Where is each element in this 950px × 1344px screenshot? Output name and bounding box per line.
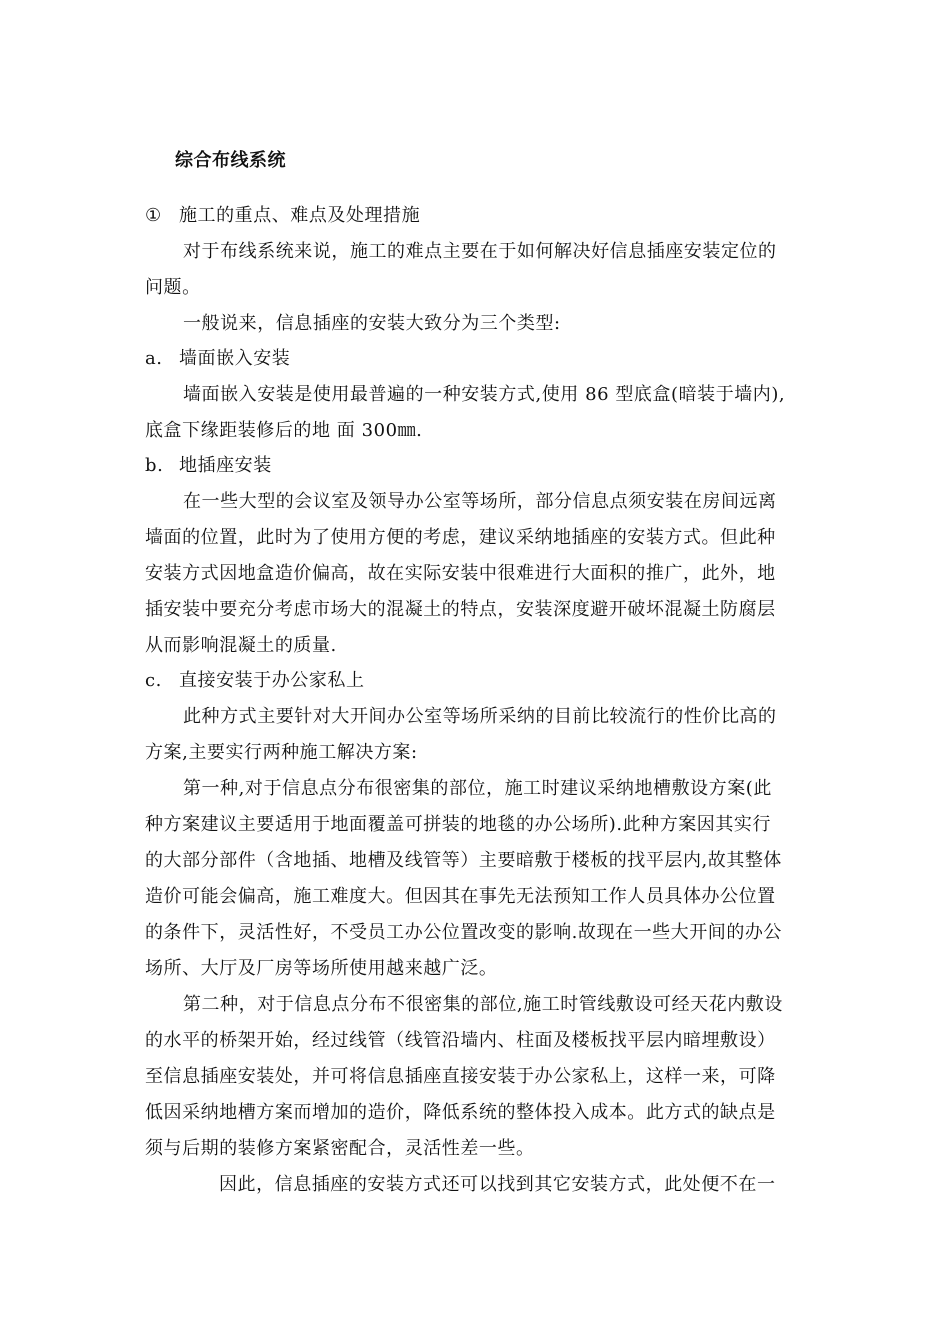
paragraph-line: 一般说来，信息插座的安装大致分为三个类型: [183, 313, 561, 334]
paragraph-line: 第一种,对于信息点分布很密集的部位，施工时建议采纳地槽敷设方案(此 [183, 778, 772, 799]
paragraph-line: 底盒下缘距装修后的地 面 300㎜. [145, 420, 423, 441]
paragraph-line: 从而影响混凝土的质量. [145, 635, 337, 656]
subheading-a [145, 348, 290, 370]
paragraph-line: 场所、大厅及厂房等场所使用越来越广泛。 [145, 958, 498, 979]
paragraph-line: 方案,主要实行两种施工解决方案: [145, 742, 418, 763]
paragraph-line: 的条件下，灵活性好，不受员工办公位置改变的影响.故现在一些大开间的办公 [145, 922, 782, 943]
section-heading [145, 205, 420, 227]
section-heading-text: 施工的重点、难点及处理措施 [179, 205, 421, 226]
subheading-text: 地插座安装 [179, 455, 272, 476]
paragraph-line: 种方案建议主要适用于地面覆盖可拼装的地毯的办公场所).此种方案因其实行 [145, 814, 771, 835]
list-marker: c. [145, 670, 162, 691]
subheading-c [145, 670, 365, 692]
paragraph-line: 低因采纳地槽方案而增加的造价，降低系统的整体投入成本。此方式的缺点是 [145, 1102, 776, 1123]
paragraph-line: 问题。 [145, 277, 201, 298]
subheading-text: 墙面嵌入安装 [179, 348, 291, 369]
paragraph-line: 墙面的位置，此时为了使用方便的考虑，建议采纳地插座的安装方式。但此种 [145, 527, 776, 548]
subheading-b [145, 455, 272, 477]
subheading-text: 直接安装于办公家私上 [179, 670, 365, 691]
section-marker: ① [145, 205, 162, 226]
paragraph-line: 此种方式主要针对大开间办公室等场所采纳的目前比较流行的性价比高的 [183, 706, 777, 727]
paragraph-line: 须与后期的装修方案紧密配合，灵活性差一些。 [145, 1138, 535, 1159]
paragraph-line: 墙面嵌入安装是使用最普遍的一种安装方式,使用 86 型底盒(暗装于墙内), [183, 384, 786, 405]
list-marker: b. [145, 455, 164, 476]
paragraph-line: 在一些大型的会议室及领导办公室等场所，部分信息点须安装在房间远离 [183, 491, 777, 512]
paragraph-line: 第二种，对于信息点分布不很密集的部位,施工时管线敷设可经天花内敷设 [183, 994, 783, 1015]
paragraph-line: 的大部分部件（含地插、地槽及线管等）主要暗敷于楼板的找平层内,故其整体 [145, 850, 782, 871]
paragraph-line: 至信息插座安装处，并可将信息插座直接安装于办公家私上，这样一来，可降 [145, 1066, 776, 1087]
paragraph-line: 的水平的桥架开始，经过线管（线管沿墙内、柱面及楼板找平层内暗埋敷设） [145, 1030, 776, 1051]
paragraph-line: 造价可能会偏高，施工难度大。但因其在事先无法预知工作人员具体办公位置 [145, 886, 776, 907]
list-marker: a. [145, 348, 163, 369]
paragraph-line: 对于布线系统来说，施工的难点主要在于如何解决好信息插座安装定位的 [183, 241, 777, 262]
paragraph-line: 安装方式因地盒造价偏高，故在实际安装中很难进行大面积的推广，此外，地 [145, 563, 776, 584]
paragraph-line: 插安装中要充分考虑市场大的混凝土的特点，安装深度避开破坏混凝土防腐层 [145, 599, 776, 620]
document-title: 综合布线系统 [175, 150, 286, 171]
paragraph-line: 因此，信息插座的安装方式还可以找到其它安装方式，此处便不在一 [219, 1174, 776, 1195]
